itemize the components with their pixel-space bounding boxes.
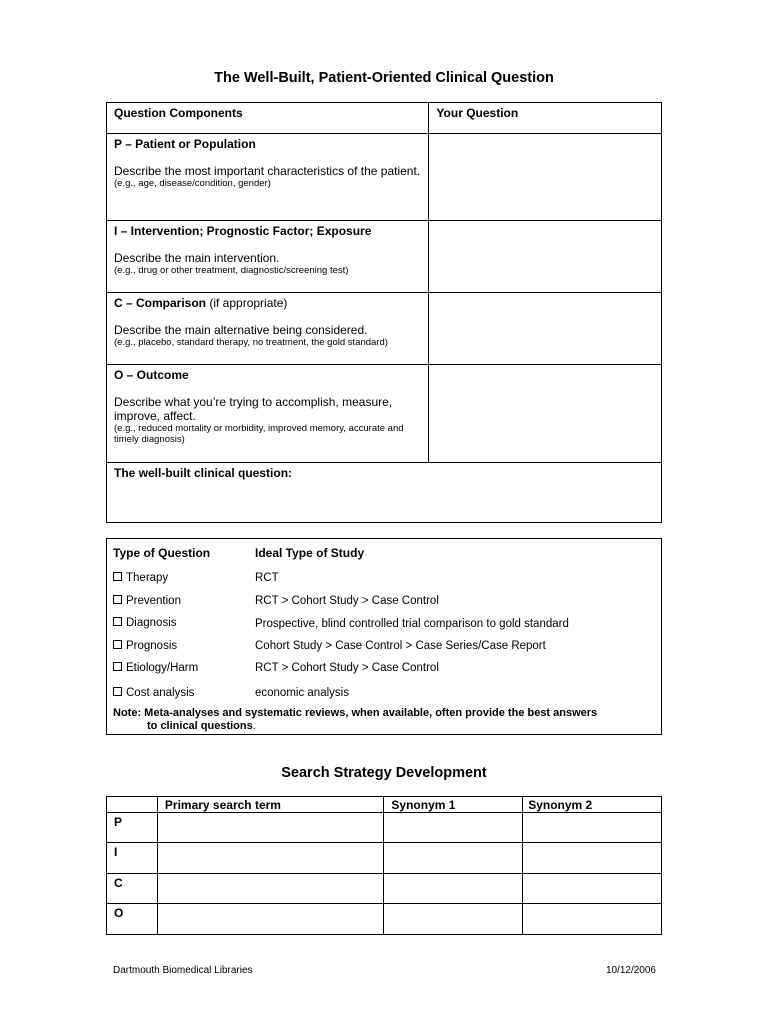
row-label: P – Patient or Population	[114, 137, 256, 151]
ideal-study: RCT > Cohort Study > Case Control	[255, 595, 439, 607]
header-question-components: Question Components	[107, 103, 429, 134]
your-question-intervention-field[interactable]	[429, 221, 662, 293]
row-example: (e.g., age, disease/condition, gender)	[114, 178, 271, 189]
pico-row-intervention	[107, 221, 662, 293]
note-period: .	[252, 720, 256, 732]
synonym-1-field[interactable]	[384, 813, 523, 843]
synonym-2-field[interactable]	[523, 813, 662, 843]
note-line-1: Note: Meta-analyses and systematic reviews, when available, often provide the best answers	[113, 707, 598, 719]
checkbox[interactable]	[113, 617, 122, 626]
study-row-etiology	[113, 662, 198, 674]
checkbox[interactable]	[113, 662, 122, 671]
note-text: to clinical questions	[147, 720, 253, 732]
row-description: Describe what you’re trying to accomplish, measure, improve, affect.	[114, 395, 393, 423]
study-row-prognosis	[113, 640, 177, 652]
search-row-i	[107, 843, 662, 874]
pico-row-outcome	[107, 365, 662, 463]
question-type: Diagnosis	[126, 617, 177, 629]
header-synonym-2: Synonym 2	[523, 797, 662, 813]
row-description: Describe the main intervention.	[114, 251, 280, 265]
search-row-label: C	[107, 874, 158, 904]
footer-left: Dartmouth Biomedical Libraries	[113, 965, 253, 976]
synonym-2-field[interactable]	[523, 843, 662, 874]
ideal-study: economic analysis	[255, 687, 349, 699]
question-type: Prevention	[126, 595, 181, 607]
header-your-question: Your Question	[429, 103, 662, 134]
primary-term-field[interactable]	[157, 843, 384, 874]
your-question-patient-field[interactable]	[429, 134, 662, 221]
pico-row-well-built	[107, 463, 662, 523]
your-question-outcome-field[interactable]	[429, 365, 662, 463]
search-row-label: I	[107, 843, 158, 874]
primary-term-field[interactable]	[157, 874, 384, 904]
pico-header-row	[107, 103, 662, 134]
row-example: (e.g., drug or other treatment, diagnostic/screening test)	[114, 265, 349, 276]
row-example: (e.g., reduced mortality or morbidity, improved memory, accurate and timely diagnosis)	[114, 423, 404, 445]
header-ideal-type-of-study: Ideal Type of Study	[255, 546, 365, 560]
footer-date: 10/12/2006	[605, 965, 656, 976]
study-row-diagnosis	[113, 617, 177, 629]
search-strategy-title: Search Strategy Development	[281, 765, 487, 781]
search-row-o	[107, 904, 662, 935]
question-type: Therapy	[126, 572, 169, 584]
checkbox[interactable]	[113, 640, 122, 649]
your-question-comparison-field[interactable]	[429, 293, 662, 365]
row-label-extra: (if appropriate)	[206, 296, 288, 310]
row-label: O – Outcome	[114, 368, 189, 382]
note-line-2	[147, 720, 256, 732]
synonym-2-field[interactable]	[523, 904, 662, 935]
synonym-2-field[interactable]	[523, 874, 662, 904]
primary-term-field[interactable]	[157, 813, 384, 843]
question-type: Cost analysis	[126, 687, 195, 699]
checkbox[interactable]	[113, 572, 122, 581]
checkbox[interactable]	[113, 595, 122, 604]
synonym-1-field[interactable]	[384, 904, 523, 935]
row-description: Describe the main alternative being considered.	[114, 323, 368, 337]
ideal-study: Prospective, blind controlled trial comparison to gold standard	[255, 618, 569, 630]
row-description: Describe the most important characteristics of the patient.	[114, 164, 421, 178]
well-built-question-field[interactable]: The well-built clinical question:	[107, 463, 662, 523]
row-label: C – Comparison	[114, 296, 207, 310]
ideal-study: Cohort Study > Case Control > Case Series/Case Report	[255, 640, 546, 652]
synonym-1-field[interactable]	[384, 843, 523, 874]
ideal-study: RCT > Cohort Study > Case Control	[255, 662, 439, 674]
search-row-label: P	[107, 813, 158, 843]
search-header-row	[107, 797, 662, 813]
checkbox[interactable]	[113, 687, 122, 696]
pico-row-patient	[107, 134, 662, 221]
header-primary-search-term: Primary search term	[157, 797, 384, 813]
study-row-therapy	[113, 572, 168, 584]
question-type: Etiology/Harm	[126, 662, 199, 674]
pico-table	[106, 102, 662, 523]
ideal-study: RCT	[255, 572, 279, 584]
study-row-cost	[113, 687, 194, 699]
search-row-label: O	[107, 904, 158, 935]
study-row-prevention	[113, 595, 181, 607]
question-type: Prognosis	[126, 640, 178, 652]
row-label: I – Intervention; Prognostic Factor; Exposure	[114, 224, 372, 238]
synonym-1-field[interactable]	[384, 874, 523, 904]
study-types-box	[106, 538, 662, 735]
row-example: (e.g., placebo, standard therapy, no treatment, the gold standard)	[114, 337, 388, 348]
header-type-of-question: Type of Question	[113, 546, 211, 560]
search-table	[106, 796, 662, 935]
primary-term-field[interactable]	[157, 904, 384, 935]
search-row-c	[107, 874, 662, 904]
pico-row-comparison	[107, 293, 662, 365]
page-title: The Well-Built, Patient-Oriented Clinical Question	[214, 70, 554, 86]
header-synonym-1: Synonym 1	[384, 797, 523, 813]
search-row-p	[107, 813, 662, 843]
